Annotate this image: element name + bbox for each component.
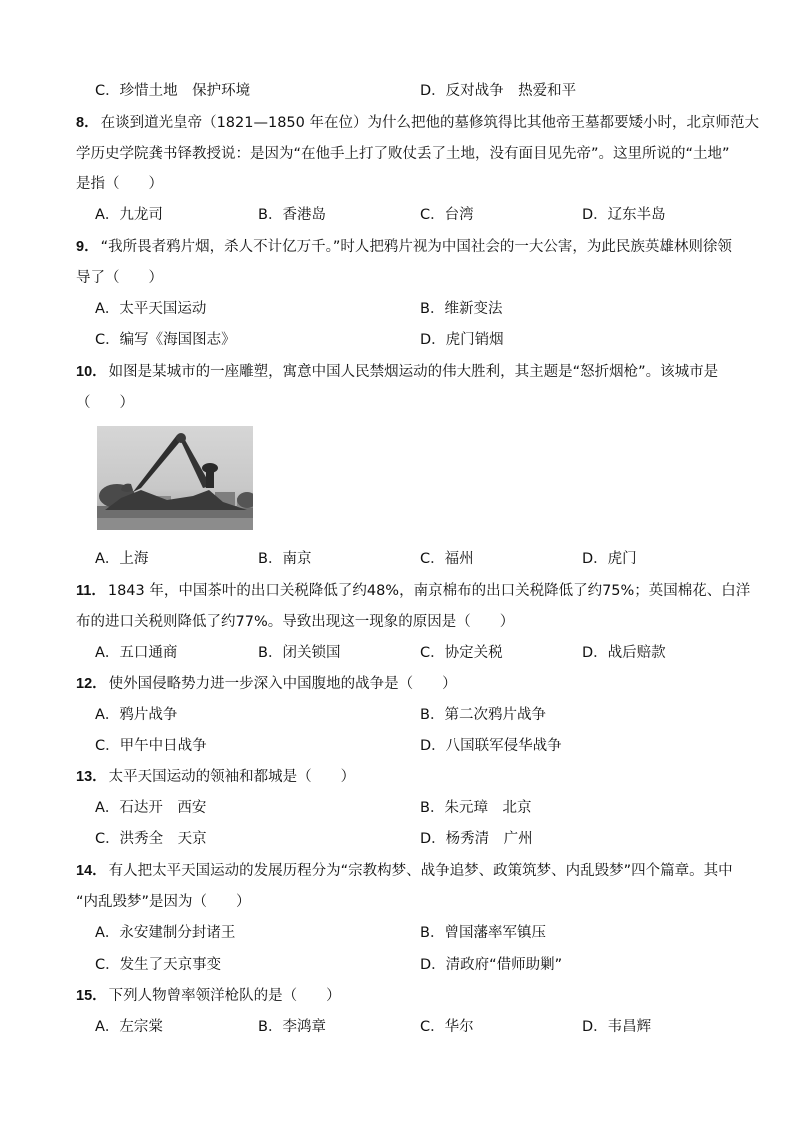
q14-stem-line2: “内乱毁梦”是因为（ ）: [76, 894, 251, 910]
q8-text: 在谈到道光皇帝（1821—1850 年在位）为什么把他的墓修筑得比其他帝王墓都要矮小时，北京师范大: [100, 115, 759, 131]
q8-option-d: D．辽东半岛: [582, 207, 666, 223]
q13-stem-line1: [76, 767, 355, 787]
q12-option-d: D．八国联军侵华战争: [420, 738, 562, 754]
q10-option-d: D．虎门: [582, 551, 637, 567]
q15-option-d: D．韦昌辉: [582, 1019, 652, 1035]
q12-stem-line1: [76, 674, 457, 694]
q9-number: 9．: [76, 239, 99, 255]
q13-option-d: D．杨秀清 广州: [420, 831, 533, 847]
q8-number: 8．: [76, 115, 99, 131]
q11-stem-line2: 布的进口关税则降低了约77%。导致出现这一现象的原因是（ ）: [76, 614, 515, 630]
q13-number: 13．: [76, 769, 107, 785]
q11-text: 1843 年，中国茶叶的出口关税降低了约48%，南京棉布的出口关税降低了约75%；英国棉花、白洋: [107, 583, 751, 599]
q13-option-c: C．洪秀全 天京: [95, 831, 207, 847]
q10-option-b: B．南京: [258, 551, 312, 567]
q8-stem-line2: 学历史学院龚书铎教授说：是因为“在他手上打了败仗丢了土地，没有面目见先帝”。这里所说的“土地”: [76, 146, 730, 162]
q10-option-a: A．上海: [95, 551, 149, 567]
q7-option-d: D．反对战争 热爱和平: [420, 83, 577, 99]
q14-number: 14．: [76, 863, 107, 879]
q10-stem-line1: [76, 362, 718, 382]
q15-option-c: C．华尔: [420, 1019, 474, 1035]
q8-option-a: A．九龙司: [95, 207, 163, 223]
q11-option-b: B．闭关锁国: [258, 645, 341, 661]
q15-number: 15．: [76, 988, 107, 1004]
q9-option-d: D．虎门销烟: [420, 332, 504, 348]
q15-option-a: A．左宗棠: [95, 1019, 163, 1035]
q8-option-c: C．台湾: [420, 207, 474, 223]
q9-option-c: C．编写《海国图志》: [95, 332, 236, 348]
q9-option-a: A．太平天国运动: [95, 301, 207, 317]
q7-option-c: C．珍惜土地 保护环境: [95, 83, 251, 99]
q13-option-a: A．石达开 西安: [95, 800, 207, 816]
q11-option-c: C．协定关税: [420, 645, 503, 661]
q15-text: 下列人物曾率领洋枪队的是（ ）: [108, 988, 341, 1004]
q11-number: 11．: [76, 583, 106, 599]
q9-text: “我所畏者鸦片烟，杀人不计亿万千。”时人把鸦片视为中国社会的一大公害，为此民族英雄林则徐领: [100, 239, 732, 255]
q14-text: 有人把太平天国运动的发展历程分为“宗教构梦、战争追梦、政策筑梦、内乱毁梦”四个篇章。其中: [108, 863, 733, 879]
sculpture-photo: [97, 426, 253, 530]
q15-stem-line1: [76, 986, 341, 1006]
q8-stem-line3: 是指（ ）: [76, 176, 163, 192]
q11-option-a: A．五口通商: [95, 645, 178, 661]
q14-option-a: A．永安建制分封诸王: [95, 925, 236, 941]
q14-option-b: B．曾国藩率军镇压: [420, 925, 546, 941]
q9-stem-line2: 导了（ ）: [76, 270, 163, 286]
q8-stem-line1: [76, 113, 759, 133]
q9-stem-line1: [76, 237, 732, 257]
q15-option-b: B．李鸿章: [258, 1019, 326, 1035]
q12-option-b: B．第二次鸦片战争: [420, 707, 546, 723]
q10-text: 如图是某城市的一座雕塑，寓意中国人民禁烟运动的伟大胜利，其主题是“怒折烟枪”。该城市是: [108, 364, 719, 380]
q13-text: 太平天国运动的领袖和都城是（ ）: [108, 769, 356, 785]
q12-text: 使外国侵略势力进一步深入中国腹地的战争是（ ）: [108, 676, 457, 692]
q13-option-b: B．朱元璋 北京: [420, 800, 532, 816]
q12-number: 12．: [76, 676, 107, 692]
q11-option-d: D．战后赔款: [582, 645, 666, 661]
q10-option-c: C．福州: [420, 551, 474, 567]
q8-option-b: B．香港岛: [258, 207, 326, 223]
q12-option-c: C．甲午中日战争: [95, 738, 207, 754]
q10-number: 10．: [76, 364, 107, 380]
q14-option-d: D．清政府“借师助剿”: [420, 957, 563, 973]
q12-option-a: A．鸦片战争: [95, 707, 178, 723]
q10-stem-line2: （ ）: [76, 395, 134, 411]
q14-option-c: C．发生了天京事变: [95, 957, 222, 973]
q14-stem-line1: [76, 861, 733, 881]
q11-stem-line1: [76, 581, 750, 601]
q9-option-b: B．维新变法: [420, 301, 503, 317]
